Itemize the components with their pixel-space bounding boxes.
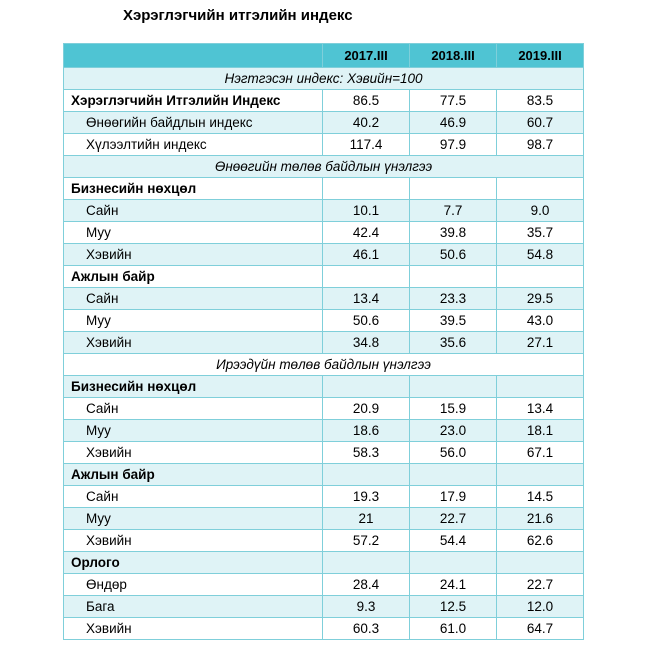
value-cell: 13.4 (497, 398, 584, 420)
value-cell: 35.6 (410, 332, 497, 354)
value-cell: 86.5 (323, 90, 410, 112)
value-cell: 12.5 (410, 596, 497, 618)
value-cell: 17.9 (410, 486, 497, 508)
value-cell: 98.7 (497, 134, 584, 156)
value-cell: 15.9 (410, 398, 497, 420)
value-cell: 42.4 (323, 222, 410, 244)
document-title: Хэрэглэгчийн итгэлийн индекс (123, 7, 353, 24)
value-cell: 62.6 (497, 530, 584, 552)
value-cell: 40.2 (323, 112, 410, 134)
value-cell: 43.0 (497, 310, 584, 332)
value-cell: 39.5 (410, 310, 497, 332)
value-cell: 54.4 (410, 530, 497, 552)
row-label: Муу (64, 508, 323, 530)
row-label: Өнөөгийн байдлын индекс (64, 112, 323, 134)
value-cell: 67.1 (497, 442, 584, 464)
header-year-2017: 2017.III (323, 44, 410, 68)
group-header-row (64, 266, 584, 288)
value-cell: 22.7 (410, 508, 497, 530)
value-cell: 29.5 (497, 288, 584, 310)
table-body (64, 68, 584, 640)
value-cell: 46.9 (410, 112, 497, 134)
value-cell: 64.7 (497, 618, 584, 640)
table-row (64, 442, 584, 464)
value-cell: 57.2 (323, 530, 410, 552)
table-row (64, 244, 584, 266)
value-cell: 60.7 (497, 112, 584, 134)
value-cell (410, 178, 497, 200)
value-cell: 13.4 (323, 288, 410, 310)
confidence-index-table (63, 43, 584, 640)
value-cell (323, 464, 410, 486)
row-label: Бага (64, 596, 323, 618)
value-cell (410, 376, 497, 398)
table-row (64, 222, 584, 244)
header-label-cell (64, 44, 323, 68)
group-header-row (64, 178, 584, 200)
group-header-row (64, 552, 584, 574)
row-label: Сайн (64, 200, 323, 222)
value-cell: 22.7 (497, 574, 584, 596)
section-header-row (64, 68, 584, 90)
group-header-row (64, 376, 584, 398)
section-title: Нэгтгэсэн индекс: Хэвийн=100 (64, 68, 584, 90)
value-cell: 97.9 (410, 134, 497, 156)
table-row (64, 486, 584, 508)
value-cell (410, 464, 497, 486)
value-cell: 23.0 (410, 420, 497, 442)
value-cell: 7.7 (410, 200, 497, 222)
value-cell: 18.1 (497, 420, 584, 442)
value-cell (410, 552, 497, 574)
row-label: Муу (64, 420, 323, 442)
value-cell: 27.1 (497, 332, 584, 354)
row-label: Сайн (64, 288, 323, 310)
group-header-row (64, 464, 584, 486)
value-cell (323, 552, 410, 574)
value-cell (497, 178, 584, 200)
table-row (64, 574, 584, 596)
value-cell: 9.3 (323, 596, 410, 618)
row-label: Ажлын байр (64, 464, 323, 486)
table-row (64, 288, 584, 310)
value-cell: 24.1 (410, 574, 497, 596)
section-title: Ирээдүйн төлөв байдлын үнэлгээ (64, 354, 584, 376)
section-header-row (64, 156, 584, 178)
value-cell: 60.3 (323, 618, 410, 640)
value-cell: 50.6 (410, 244, 497, 266)
row-label: Хэвийн (64, 530, 323, 552)
value-cell: 14.5 (497, 486, 584, 508)
value-cell (497, 266, 584, 288)
value-cell: 61.0 (410, 618, 497, 640)
value-cell: 10.1 (323, 200, 410, 222)
table-row (64, 398, 584, 420)
table-header-row (64, 44, 584, 68)
value-cell: 28.4 (323, 574, 410, 596)
table-row (64, 530, 584, 552)
value-cell: 46.1 (323, 244, 410, 266)
section-header-row (64, 354, 584, 376)
value-cell: 77.5 (410, 90, 497, 112)
value-cell: 9.0 (497, 200, 584, 222)
value-cell: 12.0 (497, 596, 584, 618)
row-label: Муу (64, 222, 323, 244)
value-cell (497, 552, 584, 574)
row-label: Хэвийн (64, 332, 323, 354)
value-cell: 18.6 (323, 420, 410, 442)
row-label: Сайн (64, 398, 323, 420)
table-row (64, 596, 584, 618)
table-row (64, 508, 584, 530)
row-label: Хүлээлтийн индекс (64, 134, 323, 156)
row-label: Бизнесийн нөхцөл (64, 178, 323, 200)
value-cell: 35.7 (497, 222, 584, 244)
row-label: Хэвийн (64, 618, 323, 640)
table-row (64, 112, 584, 134)
row-label: Муу (64, 310, 323, 332)
value-cell (410, 266, 497, 288)
value-cell: 21 (323, 508, 410, 530)
row-label: Хэвийн (64, 244, 323, 266)
row-label: Хэрэглэгчийн Итгэлийн Индекс (64, 90, 323, 112)
value-cell: 56.0 (410, 442, 497, 464)
value-cell: 34.8 (323, 332, 410, 354)
value-cell (323, 178, 410, 200)
value-cell: 20.9 (323, 398, 410, 420)
value-cell: 50.6 (323, 310, 410, 332)
value-cell (497, 464, 584, 486)
value-cell: 39.8 (410, 222, 497, 244)
table-row (64, 310, 584, 332)
header-year-2019: 2019.III (497, 44, 584, 68)
value-cell (497, 376, 584, 398)
value-cell: 19.3 (323, 486, 410, 508)
value-cell (323, 266, 410, 288)
row-label: Ажлын байр (64, 266, 323, 288)
table-row (64, 618, 584, 640)
row-label: Өндөр (64, 574, 323, 596)
table-row (64, 134, 584, 156)
table-row (64, 90, 584, 112)
value-cell: 117.4 (323, 134, 410, 156)
table-row (64, 420, 584, 442)
value-cell: 23.3 (410, 288, 497, 310)
row-label: Сайн (64, 486, 323, 508)
table-row (64, 332, 584, 354)
section-title: Өнөөгийн төлөв байдлын үнэлгээ (64, 156, 584, 178)
table-row (64, 200, 584, 222)
row-label: Хэвийн (64, 442, 323, 464)
value-cell: 58.3 (323, 442, 410, 464)
header-year-2018: 2018.III (410, 44, 497, 68)
value-cell (323, 376, 410, 398)
value-cell: 21.6 (497, 508, 584, 530)
row-label: Орлого (64, 552, 323, 574)
row-label: Бизнесийн нөхцөл (64, 376, 323, 398)
value-cell: 83.5 (497, 90, 584, 112)
value-cell: 54.8 (497, 244, 584, 266)
